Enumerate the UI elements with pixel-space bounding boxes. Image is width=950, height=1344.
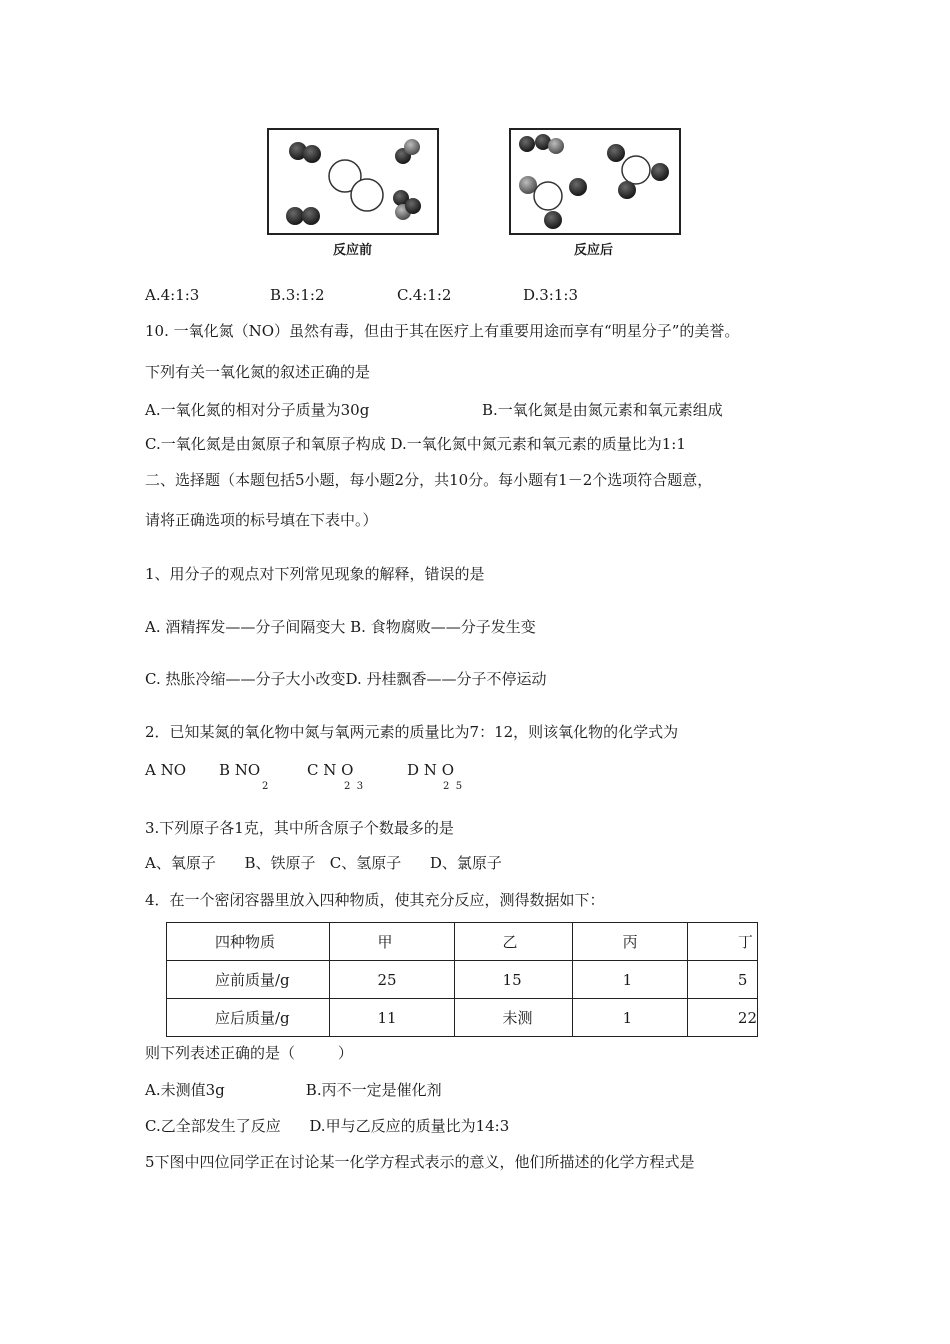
table-cell: 未测: [454, 999, 572, 1037]
q5-stem: 5下图中四位同学正在讨论某一化学方程式表示的意义，他们所描述的化学方程式是: [145, 1153, 695, 1171]
q2-option-a: A NO: [145, 761, 187, 779]
q2-option-d-subscript: 2 5: [443, 781, 463, 792]
q10-option-a: A.一氧化氮的相对分子质量为30g: [145, 401, 370, 419]
q3-stem: 3.下列原子各1克，其中所含原子个数最多的是: [145, 819, 454, 837]
table-header-cell: 四种物质: [167, 923, 330, 961]
table-cell: 11: [330, 999, 454, 1037]
q9-option-c: C.4:1:2: [397, 286, 452, 304]
label-before: 反应前: [333, 243, 373, 258]
table-cell: 1: [572, 999, 687, 1037]
table-header-cell: 乙: [454, 923, 572, 961]
q2-option-d: D N O: [407, 761, 454, 779]
q1-stem: 1、用分子的观点对下列常见现象的解释，错误的是: [145, 565, 485, 583]
q4-question: 则下列表述正确的是（ ）: [145, 1044, 353, 1062]
table-row: [167, 999, 758, 1037]
q4-stem: 4．在一个密闭容器里放入四种物质，使其充分反应，测得数据如下：: [145, 891, 605, 909]
q10-options-cd: C.一氧化氮是由氮原子和氧原子构成 D.一氧化氮中氮元素和氧元素的质量比为1:1: [145, 435, 686, 453]
table-cell: 15: [454, 961, 572, 999]
q4-options-ab: A.未测值3g B.丙不一定是催化剂: [145, 1081, 442, 1099]
table-cell: 5: [687, 961, 757, 999]
reaction-figure: [0, 127, 950, 262]
table-header-row: [167, 923, 758, 961]
section2-heading-line1: 二、选择题（本题包括5小题，每小题2分，共10分。每小题有1－2个选项符合题意，: [145, 471, 713, 489]
q2-option-c: C N O: [307, 761, 354, 779]
q10-stem-line1: 10. 一氧化氮（NO）虽然有毒，但由于其在医疗上有重要用途而享有“明星分子”的美誉。: [145, 322, 740, 340]
q10-option-b: B.一氧化氮是由氮元素和氧元素组成: [482, 401, 723, 419]
table-cell: 22: [687, 999, 757, 1037]
q10-stem-line2: 下列有关一氧化氮的叙述正确的是: [145, 363, 371, 381]
table-cell: 1: [572, 961, 687, 999]
table-cell: 应前质量/g: [167, 961, 330, 999]
section2-heading-line2: 请将正确选项的标号填在下表中。）: [145, 511, 378, 529]
q9-option-a: A.4:1:3: [145, 286, 200, 304]
q9-option-d: D.3:1:3: [523, 286, 578, 304]
table-cell: 应后质量/g: [167, 999, 330, 1037]
q3-options: A、氧原子 B、铁原子 C、氢原子 D、氯原子: [145, 854, 502, 872]
table-header-cell: 甲: [330, 923, 454, 961]
q1-options-ab: A. 酒精挥发——分子间隔变大 B. 食物腐败——分子发生变: [145, 618, 536, 636]
label-after: 反应后: [574, 243, 614, 258]
molecule-diagram-svg: [0, 127, 950, 262]
table-cell: 25: [330, 961, 454, 999]
table-header-cell: 丁: [687, 923, 757, 961]
q4-options-cd: C.乙全部发生了反应 D.甲与乙反应的质量比为14:3: [145, 1117, 510, 1135]
table-header-cell: 丙: [572, 923, 687, 961]
q2-option-b: B NO: [219, 761, 261, 779]
before-molecules: [286, 139, 421, 225]
q4-data-table: [166, 922, 758, 1037]
q2-option-b-subscript: 2: [262, 781, 269, 792]
q1-options-cd: C. 热胀冷缩——分子大小改变D. 丹桂飘香——分子不停运动: [145, 670, 547, 688]
after-molecules: [519, 134, 669, 229]
q2-option-c-subscript: 2 3: [344, 781, 364, 792]
q2-stem: 2．已知某氮的氧化物中氮与氧两元素的质量比为7：12，则该氧化物的化学式为: [145, 723, 679, 741]
q9-option-b: B.3:1:2: [270, 286, 325, 304]
table-row: [167, 961, 758, 999]
